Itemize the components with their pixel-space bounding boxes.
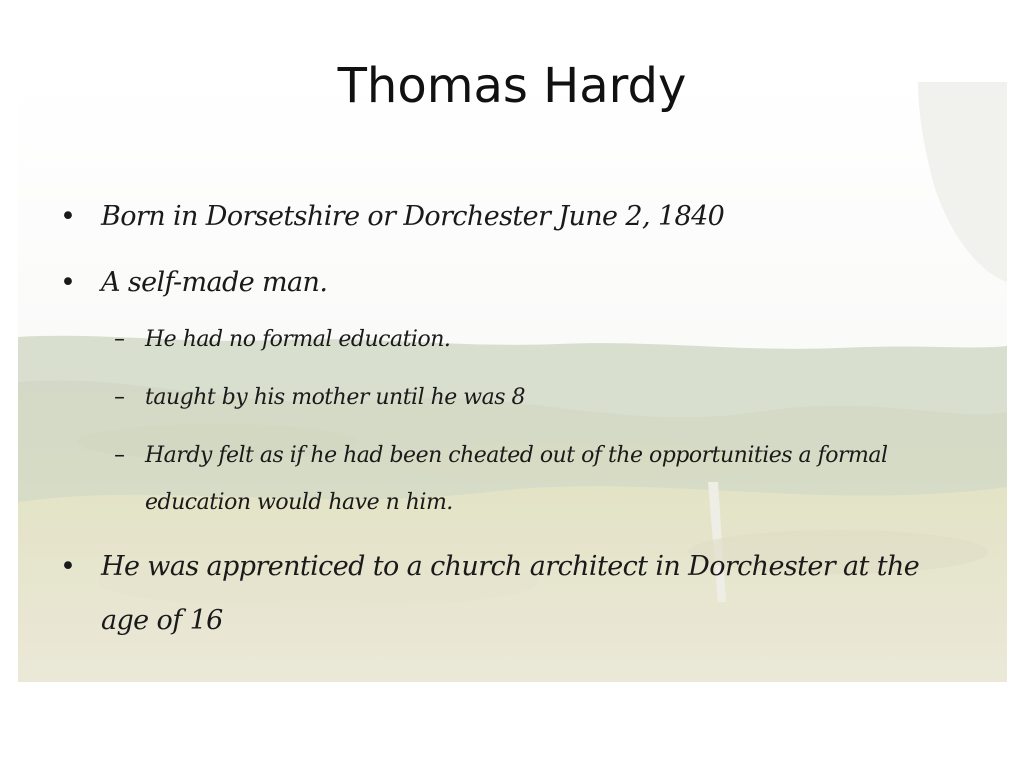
- sub-bullet-text: Hardy felt as if he had been cheated out of the opportunities a formal education would have n him.: [145, 443, 888, 515]
- sub-bullet-text: taught by his mother until he was 8: [145, 385, 526, 410]
- bullet-list: [56, 190, 976, 648]
- sub-bullet-text: He had no formal education.: [145, 327, 451, 352]
- bullet-text: Born in Dorsetshire or Dorchester June 2, 1840: [101, 201, 725, 232]
- sub-bullet-marker: –: [114, 327, 125, 352]
- bullet-text: He was apprenticed to a church architect in Dorchester at the age of 16: [101, 551, 920, 636]
- bullet-item: [56, 190, 976, 244]
- sub-bullet-marker: –: [114, 443, 125, 468]
- bullet-text: A self-made man.: [101, 267, 328, 298]
- sub-bullet-item: [56, 374, 976, 421]
- sub-bullet-marker: –: [114, 385, 125, 410]
- bullet-item: [56, 540, 971, 648]
- sub-bullet-item: [56, 316, 976, 363]
- slide-title: Thomas Hardy: [337, 58, 687, 114]
- bullet-item: [56, 256, 976, 310]
- bullet-marker: •: [60, 201, 76, 232]
- bullet-marker: •: [60, 551, 76, 582]
- sub-bullet-item: [56, 432, 915, 526]
- bullet-marker: •: [60, 267, 76, 298]
